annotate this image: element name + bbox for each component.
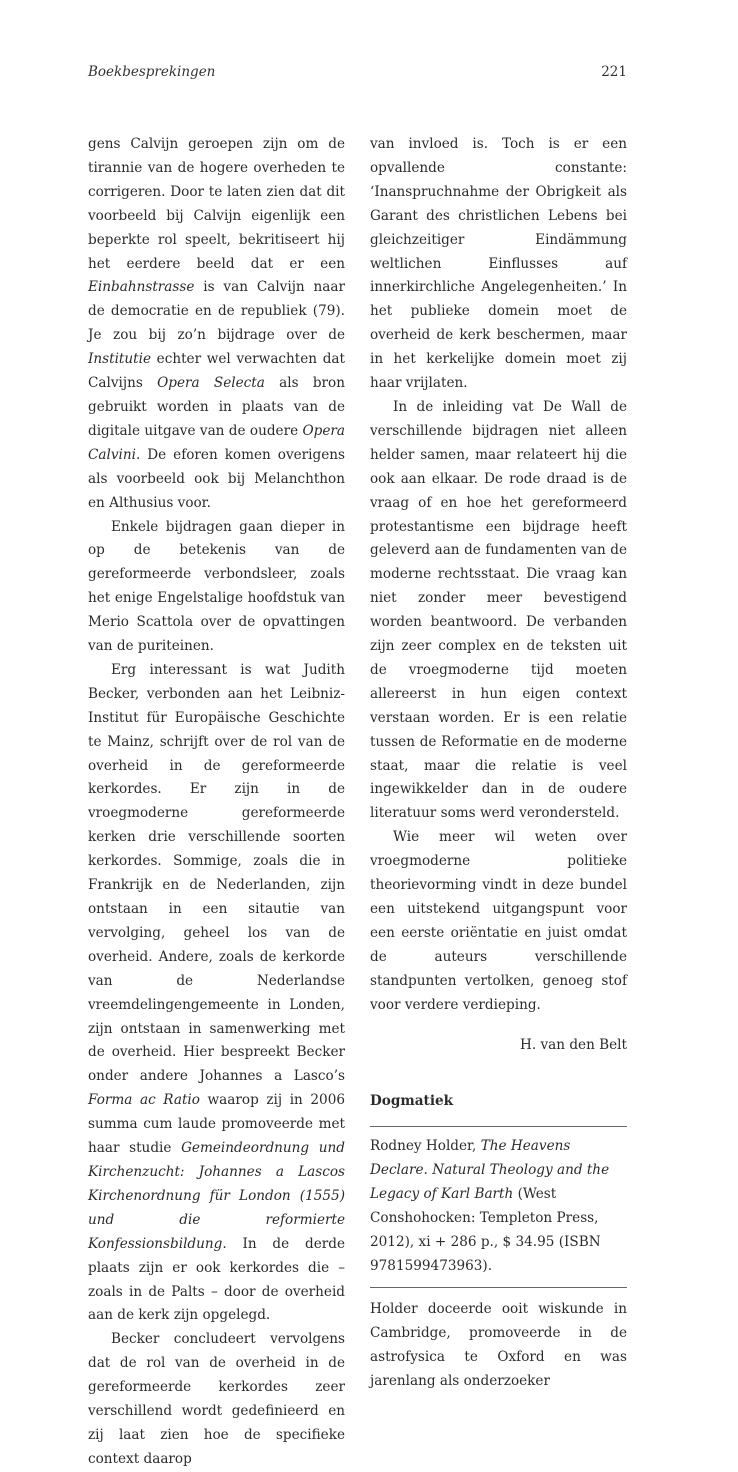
paragraph: Wie meer wil weten over vroegmoderne politieke theorievorming vindt in deze bundel een uitstekend uitgangspunt voor een eerste oriëntatie en juist omdat de auteurs verschillende standpunten vertolken, genoeg stof voor verdere verdieping. <box>370 829 627 1013</box>
right-column <box>370 133 627 1393</box>
book-reference: Rodney Holder, The Heavens Declare. Natural Theology and the Legacy of Karl Barth (West Conshohocken: Templeton Press, 2012), xi + 286 p., $ 34.95 (ISBN 9781599473963). <box>370 1138 610 1274</box>
paragraph: gens Calvijn geroepen zijn om de tirannie van de hogere overheden te corrigeren. Door te laten zien dat dit voorbeeld bij Calvijn eigenlijk een beperkte rol speelt, bekritiseert hij het eerdere beeld dat er een Einbahnstrasse is van Calvijn naar de democratie en de republiek (79). Je zou bij zo’n bijdrage over de Institutie echter wel verwachten dat Calvijns Opera Selecta als bron gebruikt worden in plaats van de digitale uitgave van de oudere Opera Calvini. De eforen komen overigens als voorbeeld ook bij Melanchthon en Althusius voor. <box>88 136 345 511</box>
paragraph: In de inleiding vat De Wall de verschillende bijdragen niet alleen helder samen, maar relateert hij die ook aan elkaar. De rode draad is de vraag of en hoe het gereformeerd protestantisme een bijdrage heeft geleverd aan de fundamenten van de moderne rechtsstaat. Die vraag kan niet zonder meer bevestigend worden beantwoord. De verbanden zijn zeer complex en de teksten uit de vroegmoderne tijd moeten allereerst in hun eigen context verstaan worden. Er is een relatie tussen de Reformatie en de moderne staat, maar die relatie is veel ingewikkelder dan in de oudere literatuur soms werd verondersteld. <box>370 398 627 822</box>
paragraph: Becker concludeert vervolgens dat de rol van de overheid in de gereformeerde kerkordes zeer verschillend wordt gedefinieerd en zij laat zien hoe de specifieke context daarop <box>88 1331 345 1467</box>
divider <box>370 1287 627 1288</box>
reviewer-signature: H. van den Belt <box>519 1036 627 1053</box>
page-number: 221 <box>601 64 627 80</box>
paragraph: Erg interessant is wat Judith Becker, verbonden aan het Leibniz-Institut für Europäische Geschichte te Mainz, schrijft over de rol van de overheid in de gereformeerde kerkordes. Er zijn in de vroegmoderne gereformeerde kerken drie verschillende soorten kerkordes. Sommige, zoals die in Frankrijk en de Nederlanden, zijn ontstaan in een sitautie van vervolging, geheel los van de overheid. Andere, zoals de kerkorde van de Nederlandse vreemdelingengemeente in Londen, zijn ontstaan in samenwerking met de overheid. Hier bespreekt Becker onder andere Johannes a Lasco’s Forma ac Ratio waarop zij in 2006 summa cum laude promoveerde met haar studie Gemeindeordnung und Kirchenzucht: Johannes a Lascos Kirchenordnung für London (1555) und die reformierte Konfessionsbildung. In de derde plaats zijn er ook kerkordes die – zoals in de Palts – door de overheid aan de kerk zijn opgelegd. <box>88 661 345 1324</box>
section-heading: Dogmatiek <box>370 1093 454 1110</box>
running-header-section: Boekbesprekingen <box>88 64 216 80</box>
divider <box>370 1126 627 1127</box>
paragraph: Holder doceerde ooit wiskunde in Cambridge, promoveerde in de astrofysica te Oxford en was jarenlang als onderzoeker <box>370 1300 627 1389</box>
left-column <box>88 133 345 1472</box>
paragraph: Enkele bijdragen gaan dieper in op de betekenis van de gereformeerde verbondsleer, zoals het enige Engelstalige hoofdstuk van Merio Scattola over de opvattingen van de puriteinen. <box>88 518 345 655</box>
paragraph: van invloed is. Toch is er een opvallende constante: ‘Inanspruchnahme der Obrigkeit als Garant des christlichen Lebens bei gleichzeitiger Eindämmung weltlichen Einflusses auf innerkirchliche Angelegenheiten.’ In het publieke domein moet de overheid de kerk beschermen, maar in het kerkelijke domein moet zij haar vrijlaten. <box>370 136 627 392</box>
